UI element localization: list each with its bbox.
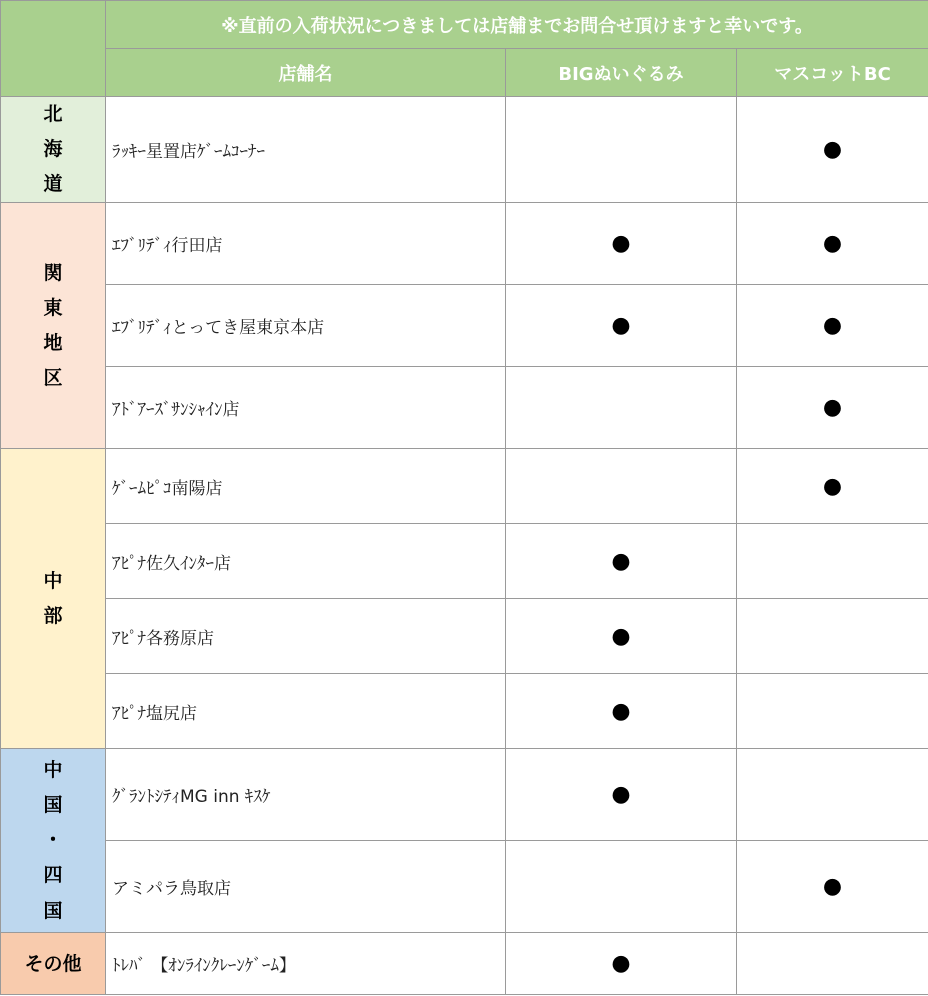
region-char: 四 <box>43 864 63 887</box>
region-char: 海 <box>43 138 63 161</box>
big-plush-mark <box>506 841 737 933</box>
mascot-mark: ● <box>737 203 928 285</box>
region-char: 中 <box>43 569 63 592</box>
mascot-mark: ● <box>737 841 928 933</box>
table-row <box>1 367 928 449</box>
store-name: ｱﾋﾟﾅ各務原店 <box>106 599 506 674</box>
table-row <box>1 841 928 933</box>
column-header-store: 店舗名 <box>106 49 506 97</box>
column-header-mascot: マスコットBC <box>737 49 928 97</box>
big-plush-mark: ● <box>506 599 737 674</box>
big-plush-mark <box>506 449 737 524</box>
mascot-mark: ● <box>737 449 928 524</box>
store-name: ﾄﾚﾊﾞ 【ｵﾝﾗｲﾝｸﾚｰﾝｹﾞｰﾑ】 <box>106 933 506 995</box>
region-char: 部 <box>43 604 63 627</box>
table-row <box>1 599 928 674</box>
store-name: ｹﾞｰﾑﾋﾟｺ南陽店 <box>106 449 506 524</box>
region-char: 区 <box>43 367 63 390</box>
region-char: 関 <box>43 261 63 284</box>
mascot-mark <box>737 933 928 995</box>
big-plush-mark <box>506 367 737 449</box>
region-char: 道 <box>43 173 63 196</box>
mascot-mark <box>737 524 928 599</box>
region-hokkaido <box>1 97 106 203</box>
region-char: 東 <box>43 296 63 319</box>
store-name: ﾗｯｷｰ星置店ｹﾞｰﾑｺｰﾅｰ <box>106 97 506 203</box>
region-char: 北 <box>43 103 63 125</box>
stock-notice: ※直前の入荷状況につきましては店舗までお問合せ頂けますと幸いです。 <box>106 1 928 49</box>
big-plush-mark: ● <box>506 524 737 599</box>
region-char: 国 <box>43 794 63 817</box>
store-name: ｸﾞﾗﾝﾄｼﾃｨMG inn ｷｽｹ <box>106 749 506 841</box>
table-row <box>1 203 928 285</box>
region-kanto <box>1 203 106 449</box>
table-row <box>1 449 928 524</box>
column-header-big-plush: BIGぬいぐるみ <box>506 49 737 97</box>
big-plush-mark: ● <box>506 203 737 285</box>
store-name: ｱﾋﾟﾅ佐久ｲﾝﾀｰ店 <box>106 524 506 599</box>
table-row <box>1 285 928 367</box>
region-char: 中 <box>43 759 63 782</box>
big-plush-mark: ● <box>506 674 737 749</box>
region-other: その他 <box>1 933 106 995</box>
store-name: アミパラ鳥取店 <box>106 841 506 933</box>
region-chubu <box>1 449 106 749</box>
table-row <box>1 749 928 841</box>
store-name: ｱﾄﾞｱｰｽﾞｻﾝｼｬｲﾝ店 <box>106 367 506 449</box>
store-name: ｱﾋﾟﾅ塩尻店 <box>106 674 506 749</box>
big-plush-mark: ● <box>506 749 737 841</box>
table-row <box>1 97 928 203</box>
mascot-mark: ● <box>737 285 928 367</box>
table-row <box>1 933 928 995</box>
store-name: ｴﾌﾞﾘﾃﾞｨとってき屋東京本店 <box>106 285 506 367</box>
region-char: 国 <box>43 899 63 922</box>
region-char: ・ <box>43 829 63 852</box>
store-name: ｴﾌﾞﾘﾃﾞｨ行田店 <box>106 203 506 285</box>
mascot-mark: ● <box>737 97 928 203</box>
region-char: 地 <box>43 331 63 354</box>
table-row <box>1 674 928 749</box>
header-corner <box>1 1 106 97</box>
mascot-mark: ● <box>737 367 928 449</box>
big-plush-mark: ● <box>506 933 737 995</box>
big-plush-mark <box>506 97 737 203</box>
mascot-mark <box>737 749 928 841</box>
region-chugoku-shikoku <box>1 749 106 933</box>
mascot-mark <box>737 674 928 749</box>
table-row <box>1 524 928 599</box>
mascot-mark <box>737 599 928 674</box>
big-plush-mark: ● <box>506 285 737 367</box>
